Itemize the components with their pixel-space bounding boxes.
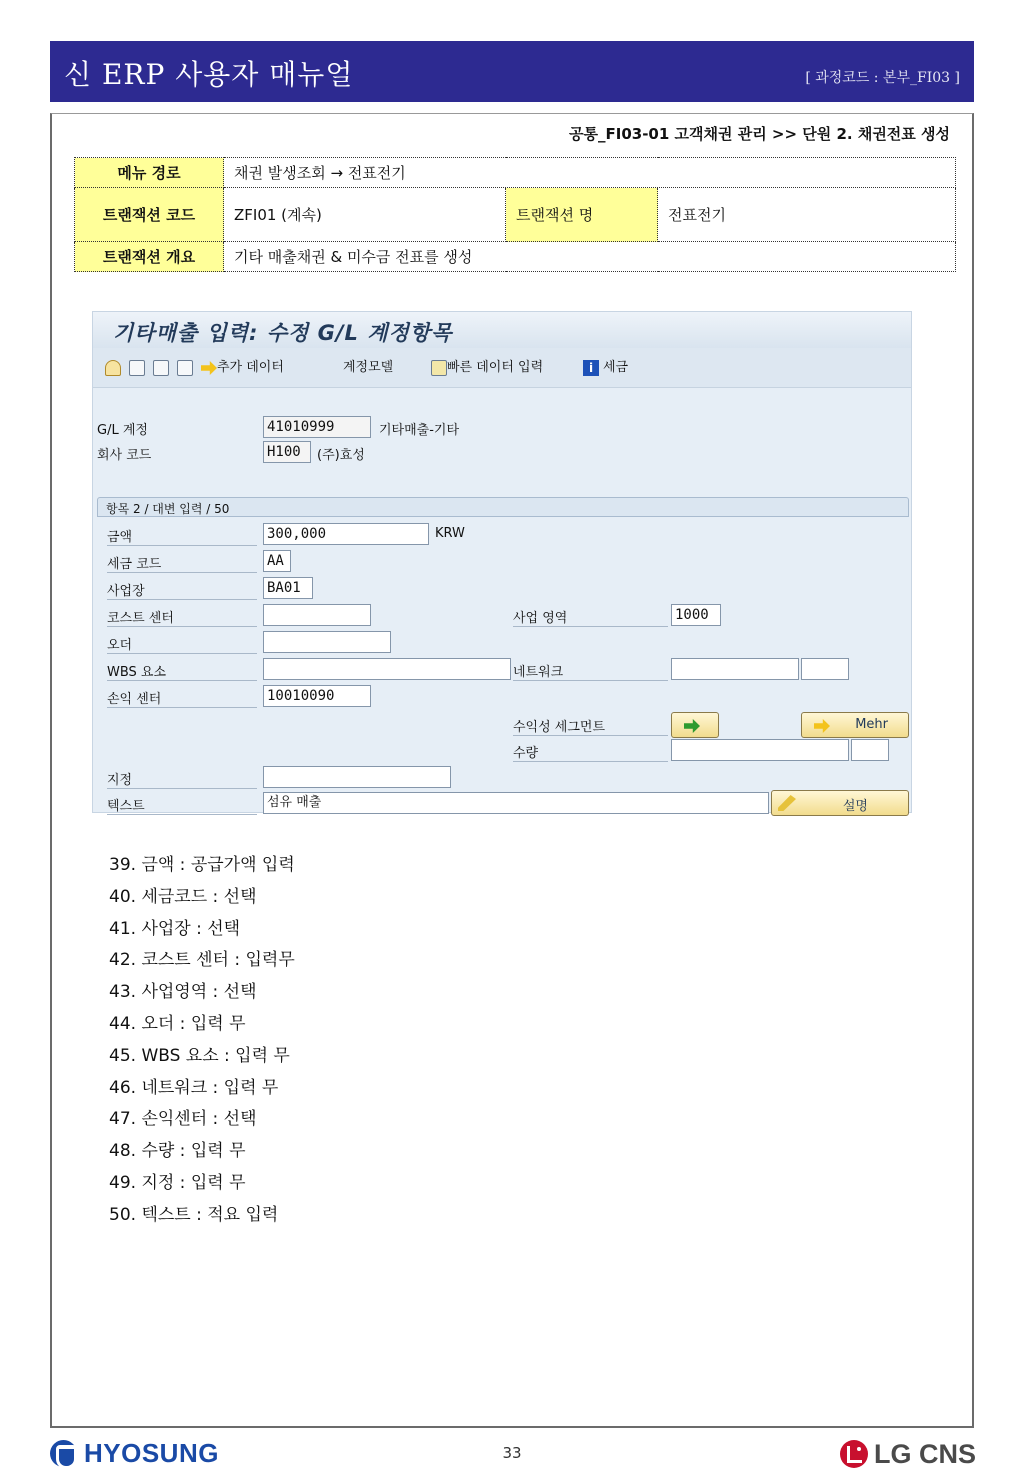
arrow-icon bbox=[814, 719, 830, 733]
tax-code-input[interactable]: AA bbox=[263, 550, 291, 572]
order-label: 오더 bbox=[107, 634, 257, 654]
assignment-input[interactable] bbox=[263, 766, 451, 788]
sap-title-bar bbox=[93, 312, 911, 348]
network-label: 네트워크 bbox=[513, 661, 668, 681]
field-instructions-list bbox=[109, 850, 295, 1232]
list-item: 45. WBS 요소 : 입력 무 bbox=[109, 1045, 290, 1066]
cost-center-label: 코스트 센터 bbox=[107, 607, 257, 627]
tcode-value: ZFI01 (계속) bbox=[224, 188, 506, 242]
list-item: 48. 수량 : 입력 무 bbox=[109, 1141, 246, 1162]
lg-cns-logo-text: LG CNS bbox=[874, 1439, 977, 1469]
company-code-label: 회사 코드 bbox=[97, 448, 152, 463]
tcode-label: 트랜잭션 코드 bbox=[75, 188, 224, 242]
list-item: 39. 금액 : 공급가액 입력 bbox=[109, 855, 295, 875]
person-icon[interactable] bbox=[105, 360, 121, 376]
text-label: 텍스트 bbox=[107, 795, 257, 815]
item-section-title: 항목 2 / 대변 입력 / 50 bbox=[106, 502, 230, 516]
amount-input[interactable]: 300,000 bbox=[263, 523, 429, 545]
network-activity-input[interactable] bbox=[801, 658, 849, 680]
tname-label: 트랜잭션 명 bbox=[506, 188, 658, 242]
quantity-label: 수량 bbox=[513, 742, 668, 762]
list-item: 40. 세금코드 : 선택 bbox=[109, 886, 257, 907]
edit-icon[interactable] bbox=[431, 360, 447, 376]
info-icon[interactable]: i bbox=[583, 360, 599, 376]
company-code-field[interactable]: H100 bbox=[263, 441, 311, 463]
profit-center-input[interactable]: 10010090 bbox=[263, 685, 371, 707]
text-input[interactable]: 섬유 매출 bbox=[263, 792, 769, 814]
description-label: 설명 bbox=[842, 799, 868, 814]
list-item: 44. 오더 : 입력 무 bbox=[109, 1013, 246, 1034]
profit-center-label: 손익 센터 bbox=[107, 688, 257, 708]
copy-icon[interactable] bbox=[177, 360, 193, 376]
business-place-input[interactable]: BA01 bbox=[263, 577, 313, 599]
profitability-segment-label: 수익성 세그먼트 bbox=[513, 716, 668, 736]
mehr-label: Mehr bbox=[855, 717, 888, 732]
cost-center-input[interactable] bbox=[263, 604, 371, 626]
wbs-label: WBS 요소 bbox=[107, 661, 257, 681]
fast-entry-button[interactable]: 빠른 데이터 입력 bbox=[447, 360, 544, 375]
gl-account-field[interactable]: 41010999 bbox=[263, 416, 371, 438]
document-icon[interactable] bbox=[153, 360, 169, 376]
list-item: 49. 지정 : 입력 무 bbox=[109, 1172, 246, 1193]
sap-screen-title: 기타매출 입력: 수정 G/L 계정항목 bbox=[113, 321, 453, 345]
sap-gl-entry-screen bbox=[92, 311, 912, 813]
tname-value: 전표전기 bbox=[658, 188, 956, 242]
list-item: 42. 코스트 센터 : 입력무 bbox=[109, 950, 295, 971]
currency-text: KRW bbox=[435, 526, 465, 541]
overview-value: 기타 매출채권 & 미수금 전표를 생성 bbox=[224, 242, 956, 272]
item-section-header bbox=[97, 497, 909, 517]
page-number: 33 bbox=[502, 1444, 522, 1462]
list-item: 41. 사업장 : 선택 bbox=[109, 918, 241, 939]
quantity-input[interactable] bbox=[671, 739, 849, 761]
transaction-info-table bbox=[74, 157, 956, 272]
menu-path-label: 메뉴 경로 bbox=[75, 158, 224, 188]
lg-logo-icon bbox=[840, 1440, 868, 1468]
arrow-icon[interactable] bbox=[201, 361, 217, 375]
amount-label: 금액 bbox=[107, 526, 257, 546]
save-icon[interactable] bbox=[129, 360, 145, 376]
order-input[interactable] bbox=[263, 631, 391, 653]
document-header bbox=[50, 41, 974, 102]
description-button[interactable] bbox=[771, 790, 909, 816]
network-input[interactable] bbox=[671, 658, 799, 680]
breadcrumb: 공통_FI03-01 고객채권 관리 >> 단원 2. 채권전표 생성 bbox=[569, 125, 950, 143]
gl-account-desc: 기타매출-기타 bbox=[379, 423, 460, 438]
manual-title: 신 ERP 사용자 매뉴얼 bbox=[64, 58, 354, 91]
list-item: 43. 사업영역 : 선택 bbox=[109, 982, 257, 1003]
sap-toolbar bbox=[93, 348, 911, 388]
company-code-desc: (주)효성 bbox=[317, 448, 365, 463]
business-area-label: 사업 영역 bbox=[513, 607, 668, 627]
hyosung-logo-icon bbox=[50, 1440, 77, 1467]
account-model-button[interactable]: 계정모델 bbox=[343, 360, 394, 375]
hyosung-logo-text: HYOSUNG bbox=[84, 1438, 219, 1468]
wbs-input[interactable] bbox=[263, 658, 511, 680]
business-area-input[interactable]: 1000 bbox=[671, 604, 721, 626]
profitability-segment-button[interactable] bbox=[671, 712, 719, 738]
assignment-label: 지정 bbox=[107, 769, 257, 789]
mehr-button[interactable] bbox=[801, 712, 909, 738]
list-item: 50. 텍스트 : 적요 입력 bbox=[109, 1204, 279, 1225]
business-place-label: 사업장 bbox=[107, 580, 257, 600]
overview-label: 트랜잭션 개요 bbox=[75, 242, 224, 272]
list-item: 47. 손익센터 : 선택 bbox=[109, 1109, 257, 1130]
menu-path-value: 채권 발생조회 → 전표전기 bbox=[224, 158, 956, 188]
course-code: [ 과정코드 : 본부_FI03 ] bbox=[805, 70, 960, 86]
list-item: 46. 네트워크 : 입력 무 bbox=[109, 1077, 279, 1098]
arrow-icon bbox=[684, 719, 700, 733]
pencil-icon bbox=[778, 795, 796, 811]
quantity-unit-input[interactable] bbox=[851, 739, 889, 761]
gl-account-label: G/L 계정 bbox=[97, 423, 148, 438]
additional-data-button[interactable]: 추가 데이터 bbox=[217, 360, 284, 375]
tax-button[interactable]: 세금 bbox=[603, 360, 629, 375]
tax-code-label: 세금 코드 bbox=[107, 553, 257, 573]
